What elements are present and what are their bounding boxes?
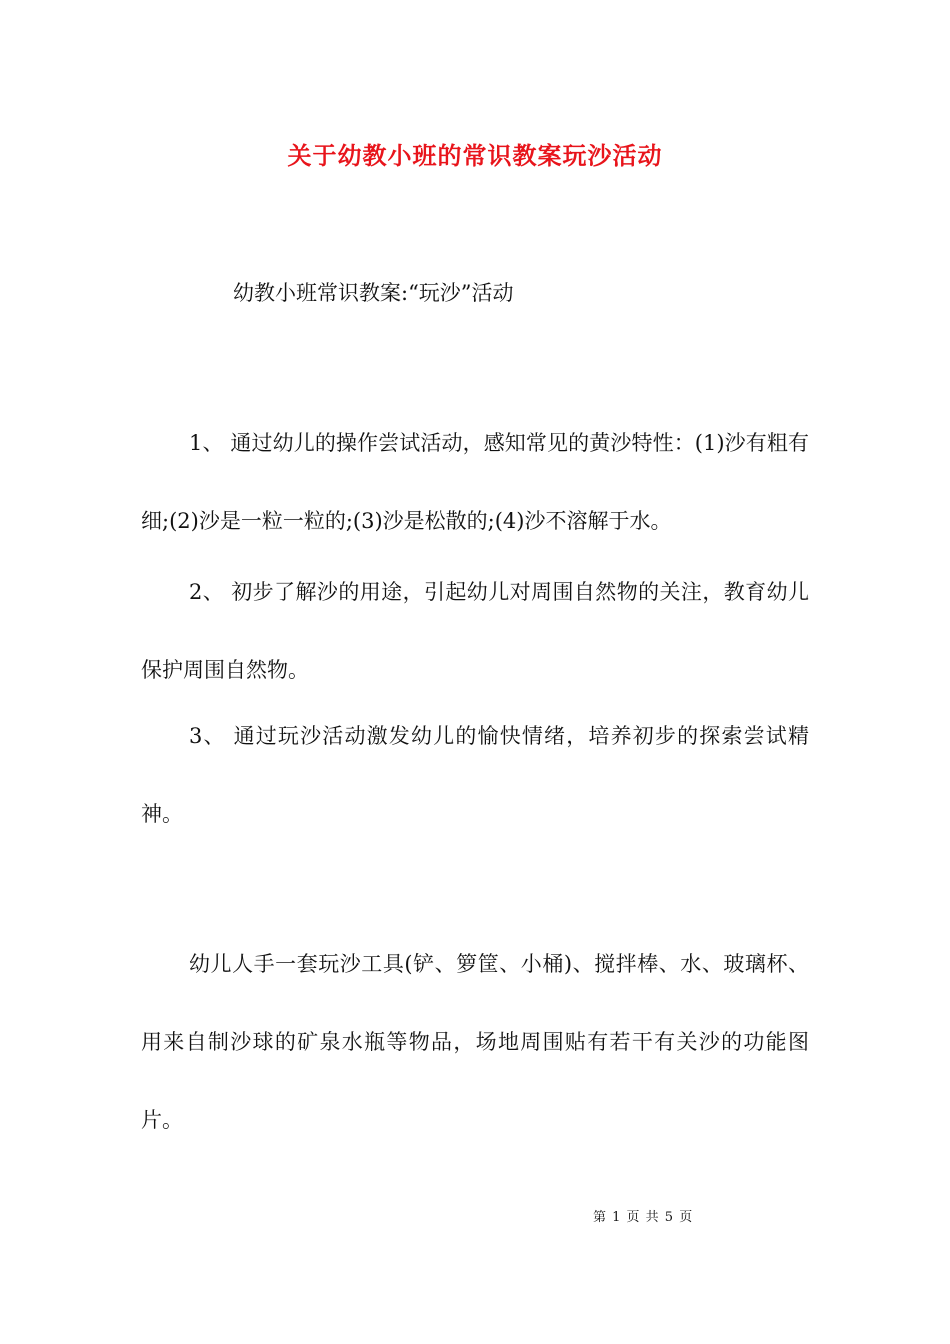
paragraph-materials: 幼儿人手一套玩沙工具(铲、箩筐、小桶)、搅拌棒、水、玻璃杯、用来自制沙球的矿泉水瓶等物品，场地周围贴有若干有关沙的功能图片。 (141, 952, 809, 1132)
document-subtitle: 幼教小班常识教案:“玩沙”活动 (233, 281, 514, 305)
document-title: 关于幼教小班的常识教案玩沙活动 (287, 141, 663, 170)
paragraph-goal-1: 1、 通过幼儿的操作尝试活动，感知常见的黄沙特性：(1)沙有粗有细;(2)沙是一粒一粒的;(3)沙是松散的;(4)沙不溶解于水。 (141, 431, 809, 533)
paragraph-goal-2: 2、 初步了解沙的用途，引起幼儿对周围自然物的关注，教育幼儿保护周围自然物。 (141, 580, 809, 682)
paragraph-goal-3: 3、 通过玩沙活动激发幼儿的愉快情绪，培养初步的探索尝试精神。 (141, 724, 809, 826)
page-number-footer: 第 1 页 共 5 页 (593, 1210, 694, 1225)
